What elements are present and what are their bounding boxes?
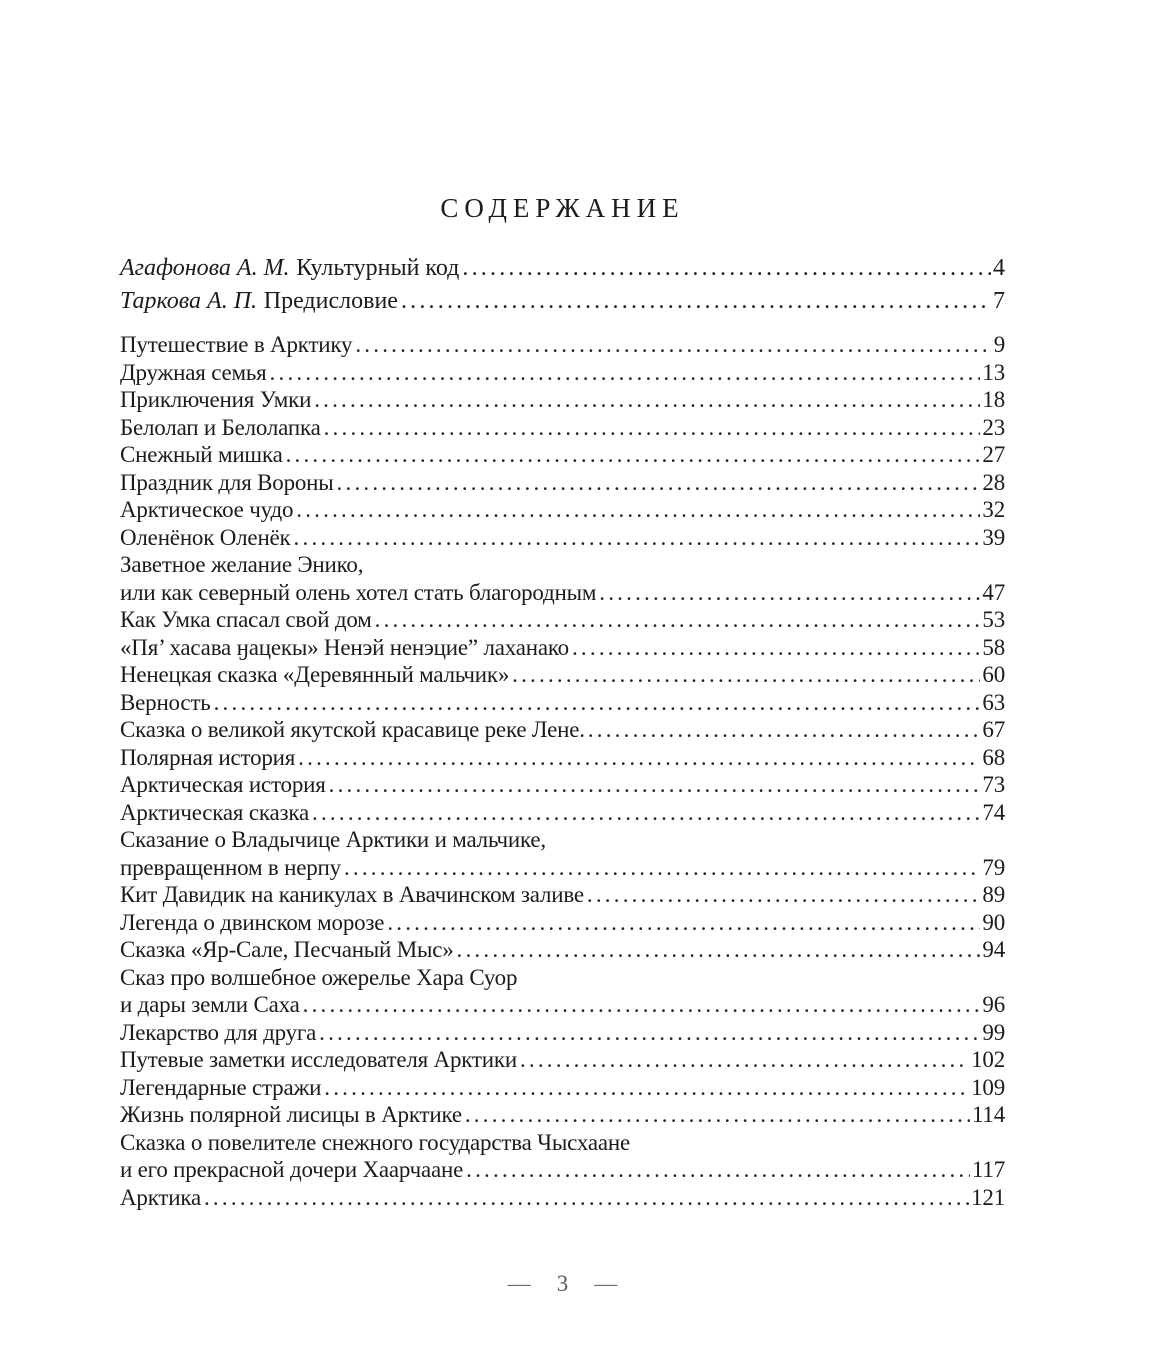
toc-row (120, 579, 1005, 607)
toc-row (120, 551, 1005, 579)
entry-title: и его прекрасной дочери Хаарчаане (120, 1157, 464, 1182)
dot-leader (596, 579, 980, 607)
entry-page-number: 58 (982, 634, 1005, 660)
toc-row (120, 991, 1005, 1019)
entry-title: Путевые заметки исследователя Арктики (120, 1047, 517, 1072)
toc-row (120, 386, 1005, 414)
dot-leader (211, 689, 981, 717)
entry-title: Культурный код (296, 255, 460, 281)
entry-title: Заветное желание Энико, (120, 552, 364, 577)
entry-title: или как северный олень хотел стать благородным (120, 579, 597, 605)
entry-page-number: 79 (982, 854, 1005, 880)
dot-leader (295, 744, 980, 772)
entry-page-number: 39 (982, 524, 1005, 550)
entry-title: Дружная семья (120, 359, 267, 385)
dot-leader (585, 716, 981, 744)
dot-leader (398, 285, 991, 318)
entry-author: Таркова А. П. (120, 288, 258, 314)
dot-leader (291, 524, 981, 552)
entry-title: Снежный мишка (120, 442, 283, 467)
dot-leader (326, 771, 981, 799)
entry-page-number: 60 (982, 662, 1005, 687)
toc-row (120, 771, 1005, 799)
dot-leader (509, 661, 980, 689)
dot-leader (384, 909, 980, 937)
entry-page-number: 89 (982, 882, 1005, 907)
entry-page-number: 67 (982, 717, 1005, 742)
toc-row (120, 1019, 1005, 1047)
entry-title: и дары земли Саха (120, 992, 300, 1017)
dot-leader (300, 991, 981, 1019)
toc-row (120, 689, 1005, 717)
toc-row (120, 909, 1005, 937)
toc-row (120, 1046, 1005, 1074)
entry-page-number: 18 (982, 387, 1005, 412)
entry-page-number: 109 (971, 1074, 1005, 1100)
entry-title: Арктическое чудо (120, 497, 294, 522)
entry-page-number: 13 (982, 359, 1005, 385)
toc-row (120, 469, 1005, 497)
toc-row (120, 496, 1005, 524)
toc-row (120, 606, 1005, 634)
entry-title: Приключения Умки (120, 387, 312, 412)
toc-row (120, 252, 1005, 285)
entry-title: Оленёнок Оленёк (120, 524, 291, 550)
toc-row (120, 414, 1005, 442)
entry-page-number: 63 (982, 689, 1005, 715)
front-matter-list (120, 252, 1005, 318)
dot-leader (463, 1156, 970, 1184)
dot-leader (459, 252, 991, 285)
toc-row (120, 359, 1005, 387)
entry-title: Путешествие в Арктику (120, 332, 353, 357)
footer-dash-left: — (507, 1271, 531, 1296)
entry-title: Праздник для Вороны (120, 469, 334, 495)
entry-page-number: 121 (971, 1184, 1005, 1210)
toc-row (120, 1074, 1005, 1102)
dot-leader (321, 1074, 969, 1102)
dot-leader (569, 634, 980, 662)
entry-page-number: 96 (982, 992, 1005, 1017)
toc-row (120, 441, 1005, 469)
dot-leader (311, 386, 980, 414)
dot-leader (309, 799, 980, 827)
entry-page-number: 74 (982, 799, 1005, 825)
entry-title: Как Умка спасал свой дом (120, 607, 372, 632)
entry-title: Сказка «Яр-Сале, Песчаный Мыс» (120, 937, 454, 962)
entry-page-number: 73 (982, 772, 1005, 797)
dot-leader (267, 359, 981, 387)
entry-page-number: 47 (982, 579, 1005, 605)
entry-page-number: 102 (971, 1047, 1005, 1072)
entry-title: Легенда о двинском морозе (120, 909, 385, 935)
entry-page-number: 90 (982, 909, 1005, 935)
entry-title: Белолап и Белолапка (120, 414, 321, 440)
toc-row (120, 524, 1005, 552)
toc-row (120, 744, 1005, 772)
toc-row (120, 854, 1005, 882)
toc-row (120, 1129, 1005, 1157)
entry-page-number: 99 (982, 1019, 1005, 1045)
entry-page-number: 68 (982, 744, 1005, 770)
entry-page-number: 27 (982, 442, 1005, 467)
toc-row (120, 1156, 1005, 1184)
entry-title: превращенном в нерпу (120, 854, 341, 880)
dot-leader (201, 1184, 969, 1212)
entry-title: Арктическая сказка (120, 799, 310, 825)
footer-page-number: 3 (556, 1271, 569, 1296)
entry-title: Верность (120, 689, 211, 715)
dot-leader (372, 606, 981, 634)
entry-title: Сказ про волшебное ожерелье Хара Суор (120, 964, 518, 990)
entry-title: Ненецкая сказка «Деревянный мальчик» (120, 662, 510, 687)
entry-title: Кит Давидик на каникулах в Авачинском заливе (120, 882, 584, 907)
toc-row (120, 964, 1005, 992)
toc-row (120, 936, 1005, 964)
toc-row (120, 1101, 1005, 1129)
entry-title: Арктическая история (120, 772, 326, 797)
entry-title: «Пя’ хасава ӈацекы» Ненэй ненэцие” лаханако (120, 634, 569, 660)
dot-leader (462, 1101, 970, 1129)
entry-title: Легендарные стражи (120, 1074, 322, 1100)
entry-page-number: 9 (993, 332, 1005, 357)
toc-row (120, 285, 1005, 318)
entry-title: Сказание о Владычице Арктики и мальчике, (120, 827, 546, 852)
entry-author: Агафонова А. М. (120, 255, 290, 281)
toc-list (120, 331, 1005, 1211)
dot-leader (352, 331, 991, 359)
dot-leader (454, 936, 981, 964)
entry-page-number: 28 (982, 469, 1005, 495)
footer-dash-right: — (594, 1271, 618, 1296)
entry-title: Жизнь полярной лисицы в Арктике (120, 1102, 462, 1127)
entry-page-number: 23 (982, 414, 1005, 440)
entry-page-number: 32 (982, 497, 1005, 522)
toc-row (120, 826, 1005, 854)
page-footer (120, 1269, 1005, 1299)
toc-row (120, 799, 1005, 827)
entry-page-number: 4 (993, 255, 1005, 281)
toc-row (120, 634, 1005, 662)
toc-row (120, 716, 1005, 744)
entry-page-number: 7 (993, 288, 1005, 314)
dot-leader (341, 854, 980, 882)
entry-page-number: 94 (982, 937, 1005, 962)
toc-row (120, 331, 1005, 359)
dot-leader (316, 1019, 980, 1047)
entry-title: Лекарство для друга (120, 1019, 317, 1045)
toc-row (120, 661, 1005, 689)
dot-leader (293, 496, 980, 524)
page-title: СОДЕРЖАНИЕ (440, 193, 685, 223)
entry-title: Предисловие (263, 288, 398, 314)
dot-leader (321, 414, 981, 442)
entry-title: Сказка о повелителе снежного государства Чысхаане (120, 1129, 630, 1155)
toc-row (120, 881, 1005, 909)
dot-leader (283, 441, 981, 469)
dot-leader (334, 469, 981, 497)
entry-page-number: 53 (982, 607, 1005, 632)
dot-leader (584, 881, 981, 909)
entry-page-number: 117 (971, 1157, 1005, 1182)
entry-page-number: 114 (971, 1102, 1005, 1127)
dot-leader (517, 1046, 969, 1074)
toc-row (120, 1184, 1005, 1212)
entry-title: Сказка о великой якутской красавице реке Лене. (120, 717, 585, 742)
entry-title: Арктика (120, 1184, 201, 1210)
entry-title: Полярная история (120, 744, 296, 770)
